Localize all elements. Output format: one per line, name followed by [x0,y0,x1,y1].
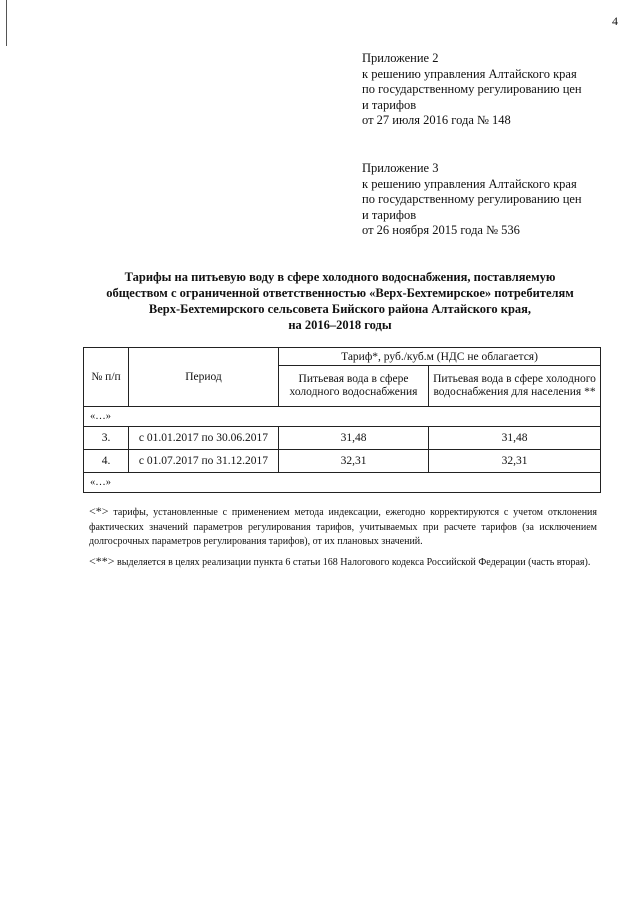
appendix-3-header [362,161,622,239]
title-line: Тарифы на питьевую воду в сфере холодного водоснабжения, поставляемую [124,270,556,284]
footnote-marker: <**> [89,553,115,568]
ellipsis-cell: «…» [84,473,601,493]
title-line: обществом с ограниченной ответственностью «Верх-Бехтемирское» потребителям [106,286,574,300]
col-header-population: Питьевая вода в сфере холодного водоснабжения для населения ** [429,366,601,407]
margin-rule [6,0,7,46]
appendix-2-header [362,51,622,129]
ellipsis-row [84,473,601,493]
document-title [70,269,610,333]
appendix-line: от 27 июля 2016 года № 148 [362,113,511,127]
appendix-line: от 26 ноября 2015 года № 536 [362,223,520,237]
table-header-row [84,348,601,366]
col-header-period: Период [129,348,279,407]
appendix-line: Приложение 2 [362,51,439,65]
tariff-table [83,347,601,493]
cell-number: 4. [84,450,129,473]
footnote-text: тарифы, установленные с применением метода индексации, ежегодно корректируются с учетом отклонения фактических значений параметров регулирования тарифов, учитываемых при расчете тарифов (за исключением долгосрочных параметров регулирования тарифов), от их плановых значений. [89,507,598,547]
appendix-line: по государственному регулированию цен [362,192,582,206]
title-line: Верх-Бехтемирского сельсовета Бийского района Алтайского края, [148,302,532,316]
title-line: на 2016–2018 годы [288,318,392,332]
cell-period: с 01.01.2017 по 30.06.2017 [129,427,279,450]
cell-drinking: 31,48 [279,427,429,450]
appendix-line: и тарифов [362,97,417,112]
ellipsis-cell: «…» [84,407,601,427]
appendix-line: по государственному регулированию цен [362,82,582,96]
cell-population: 32,31 [429,450,601,473]
col-header-number: № п/п [84,348,129,407]
table-row [84,427,601,450]
cell-period: с 01.07.2017 по 31.12.2017 [129,450,279,473]
cell-drinking: 32,31 [279,450,429,473]
cell-number: 3. [84,427,129,450]
appendix-line: и тарифов [362,207,417,222]
appendix-line: Приложение 3 [362,161,439,175]
col-header-tariff-group: Тариф*, руб./куб.м (НДС не облагается) [279,348,601,366]
cell-population: 31,48 [429,427,601,450]
footnote-marker: <*> [89,504,109,518]
appendix-line: к решению управления Алтайского края [362,176,577,191]
table-row [84,450,601,473]
col-header-drinking-water: Питьевая вода в сфере холодного водоснабжения [279,366,429,407]
footnote-1 [89,504,597,550]
footnote-2 [89,554,597,571]
footnotes [89,504,597,574]
appendix-line: к решению управления Алтайского края [362,66,577,81]
ellipsis-row [84,407,601,427]
footnote-text: выделяется в целях реализации пункта 6 статьи 168 Налогового кодекса Российской Федерации (часть вторая). [117,556,591,568]
page-number: 4 [612,14,618,28]
